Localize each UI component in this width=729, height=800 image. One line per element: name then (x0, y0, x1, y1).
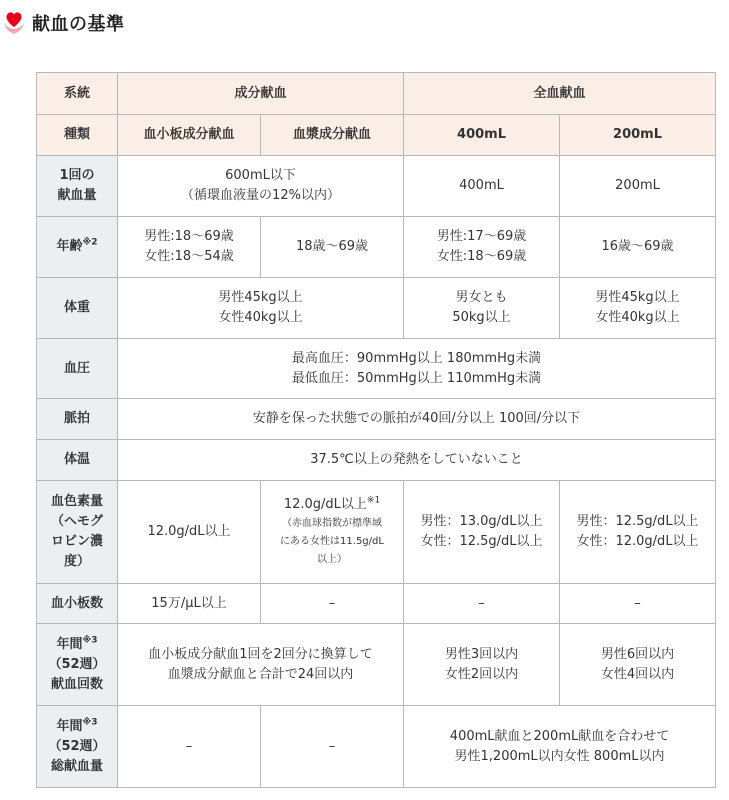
cell-line: 600mL以下 (225, 168, 296, 183)
hemoglobin-plasma-main: 12.0g/dL以上 (283, 497, 367, 512)
table-row (37, 624, 716, 706)
row-label-line: （52週） (48, 738, 106, 754)
table-row (37, 584, 716, 624)
cell-line: 男性6回以内 (600, 646, 675, 662)
table-row (37, 73, 716, 115)
annual-total-platelet: – (118, 706, 261, 788)
row-label-line: 総献血量 (50, 758, 103, 774)
row-label-line (39, 717, 115, 737)
annual-count-200ml (560, 624, 716, 706)
table-row (37, 706, 716, 788)
row-label-platelet-count: 血小板数 (37, 584, 118, 624)
cell-line: 女性:18〜54歳 (144, 249, 234, 264)
row-label-weight: 体重 (37, 278, 118, 339)
age-platelet (118, 217, 261, 278)
header-whole-blood-donation: 全血献血 (404, 73, 716, 115)
table-row (37, 481, 716, 584)
row-label-line: 1回の (59, 168, 95, 183)
page-header (0, 0, 729, 48)
row-label-line: （52週） (48, 656, 106, 672)
platelet-count-200ml: – (560, 584, 716, 624)
row-label-line: （ヘモグ (50, 514, 103, 529)
table-row (37, 156, 716, 217)
row-label-text: 年齢 (56, 239, 83, 254)
footnote-mark: ※2 (82, 237, 98, 248)
header-plasma: 血漿成分献血 (261, 115, 404, 156)
header-component-donation: 成分献血 (118, 73, 404, 115)
volume-400ml: 400mL (404, 156, 560, 217)
cell-line: 女性40kg以上 (218, 310, 303, 325)
weight-200ml (560, 278, 716, 339)
cell-line: 血漿成分献血と合計で24回以内 (167, 666, 354, 682)
table-row (37, 278, 716, 339)
page-title: 献血の基準 (32, 14, 125, 35)
row-label-line: 血色素量 (50, 494, 103, 509)
blood-pressure-value (118, 339, 716, 399)
age-200ml: 16歳〜69歳 (560, 217, 716, 278)
cell-line: 最低血圧：50mmHg以上 110mmHg未満 (291, 370, 542, 386)
row-label-line (39, 635, 115, 655)
cell-line: 女性4回以内 (600, 666, 675, 682)
header-platelet: 血小板成分献血 (118, 115, 261, 156)
row-label-volume (37, 156, 118, 217)
weight-component (118, 278, 404, 339)
footnote-mark: ※3 (82, 717, 98, 728)
row-label-annual-total (37, 706, 118, 788)
donation-criteria-table (36, 72, 716, 788)
small-note-line: （赤血球指数が標準域 (282, 518, 382, 529)
cell-line: 女性:18〜69歳 (436, 249, 527, 264)
annual-count-400ml (404, 624, 560, 706)
hemoglobin-platelet: 12.0g/dL以上 (118, 481, 261, 584)
annual-count-component (118, 624, 404, 706)
cell-line: 男性：12.5g/dL以上 (576, 514, 699, 529)
footnote-mark: ※3 (82, 635, 98, 646)
cell-line: 男性:17〜69歳 (436, 229, 527, 244)
cell-line: 男性：13.0g/dL以上 (420, 514, 543, 529)
row-label-annual-count (37, 624, 118, 706)
hemoglobin-200ml (560, 481, 716, 584)
small-note-line: にある女性は11.5g/dL (280, 536, 384, 547)
header-400ml: 400mL (404, 115, 560, 156)
age-plasma: 18歳〜69歳 (261, 217, 404, 278)
pulse-value: 安静を保った状態での脈拍が40回/分以上 100回/分以下 (118, 399, 716, 440)
table-row (37, 339, 716, 399)
row-label-blood-pressure: 血圧 (37, 339, 118, 399)
cell-line: 男女とも (455, 290, 508, 305)
platelet-count-400ml: – (404, 584, 560, 624)
cell-line: 最高血圧：90mmHg以上 180mmHg未満 (291, 350, 542, 366)
table-row (37, 115, 716, 156)
row-label-temperature: 体温 (37, 440, 118, 481)
hemoglobin-plasma (261, 481, 404, 584)
heart-hand-icon (3, 7, 25, 37)
cell-line: 男性45kg以上 (218, 290, 303, 305)
row-label-text: 年間 (56, 636, 83, 652)
cell-line: 男性3回以内 (444, 646, 519, 662)
platelet-count-platelet: 15万/μL以上 (118, 584, 261, 624)
header-system: 系統 (37, 73, 118, 115)
cell-line (263, 495, 401, 515)
cell-line: 男性:18〜69歳 (144, 229, 234, 244)
row-label-line: ロビン濃 (50, 534, 103, 549)
row-label-hemoglobin (37, 481, 118, 584)
row-label-age (37, 217, 118, 278)
row-label-pulse: 脈拍 (37, 399, 118, 440)
hemoglobin-400ml (404, 481, 560, 584)
cell-line: 男性45kg以上 (595, 290, 680, 305)
table-row (37, 399, 716, 440)
annual-total-whole (404, 706, 716, 788)
cell-line: 50kg以上 (452, 310, 511, 325)
annual-total-plasma: – (261, 706, 404, 788)
row-label-line: 献血回数 (50, 676, 103, 692)
cell-line: 女性：12.5g/dL以上 (420, 534, 543, 549)
cell-line: 女性40kg以上 (595, 310, 680, 325)
small-note-line: 以上） (317, 554, 347, 565)
row-label-line: 献血量 (57, 188, 97, 203)
cell-line: 血小板成分献血1回を2回分に換算して (148, 646, 373, 662)
row-label-line: 度） (63, 554, 90, 569)
table-row (37, 217, 716, 278)
cell-line: 女性：12.0g/dL以上 (576, 534, 699, 549)
cell-line: （循環血液量の12%以内） (181, 188, 340, 203)
row-label-text: 年間 (56, 718, 83, 734)
platelet-count-plasma: – (261, 584, 404, 624)
footnote-mark: ※1 (366, 495, 381, 506)
cell-line: 女性2回以内 (444, 666, 519, 682)
cell-line: 400mL献血と200mL献血を合わせて (449, 728, 670, 744)
weight-400ml (404, 278, 560, 339)
header-200ml: 200mL (560, 115, 716, 156)
header-type: 種類 (37, 115, 118, 156)
temperature-value: 37.5℃以上の発熱をしていないこと (118, 440, 716, 481)
volume-component (118, 156, 404, 217)
age-400ml (404, 217, 560, 278)
volume-200ml: 200mL (560, 156, 716, 217)
cell-line: 男性1,200mL以内女性 800mL以内 (454, 748, 665, 764)
table-row (37, 440, 716, 481)
